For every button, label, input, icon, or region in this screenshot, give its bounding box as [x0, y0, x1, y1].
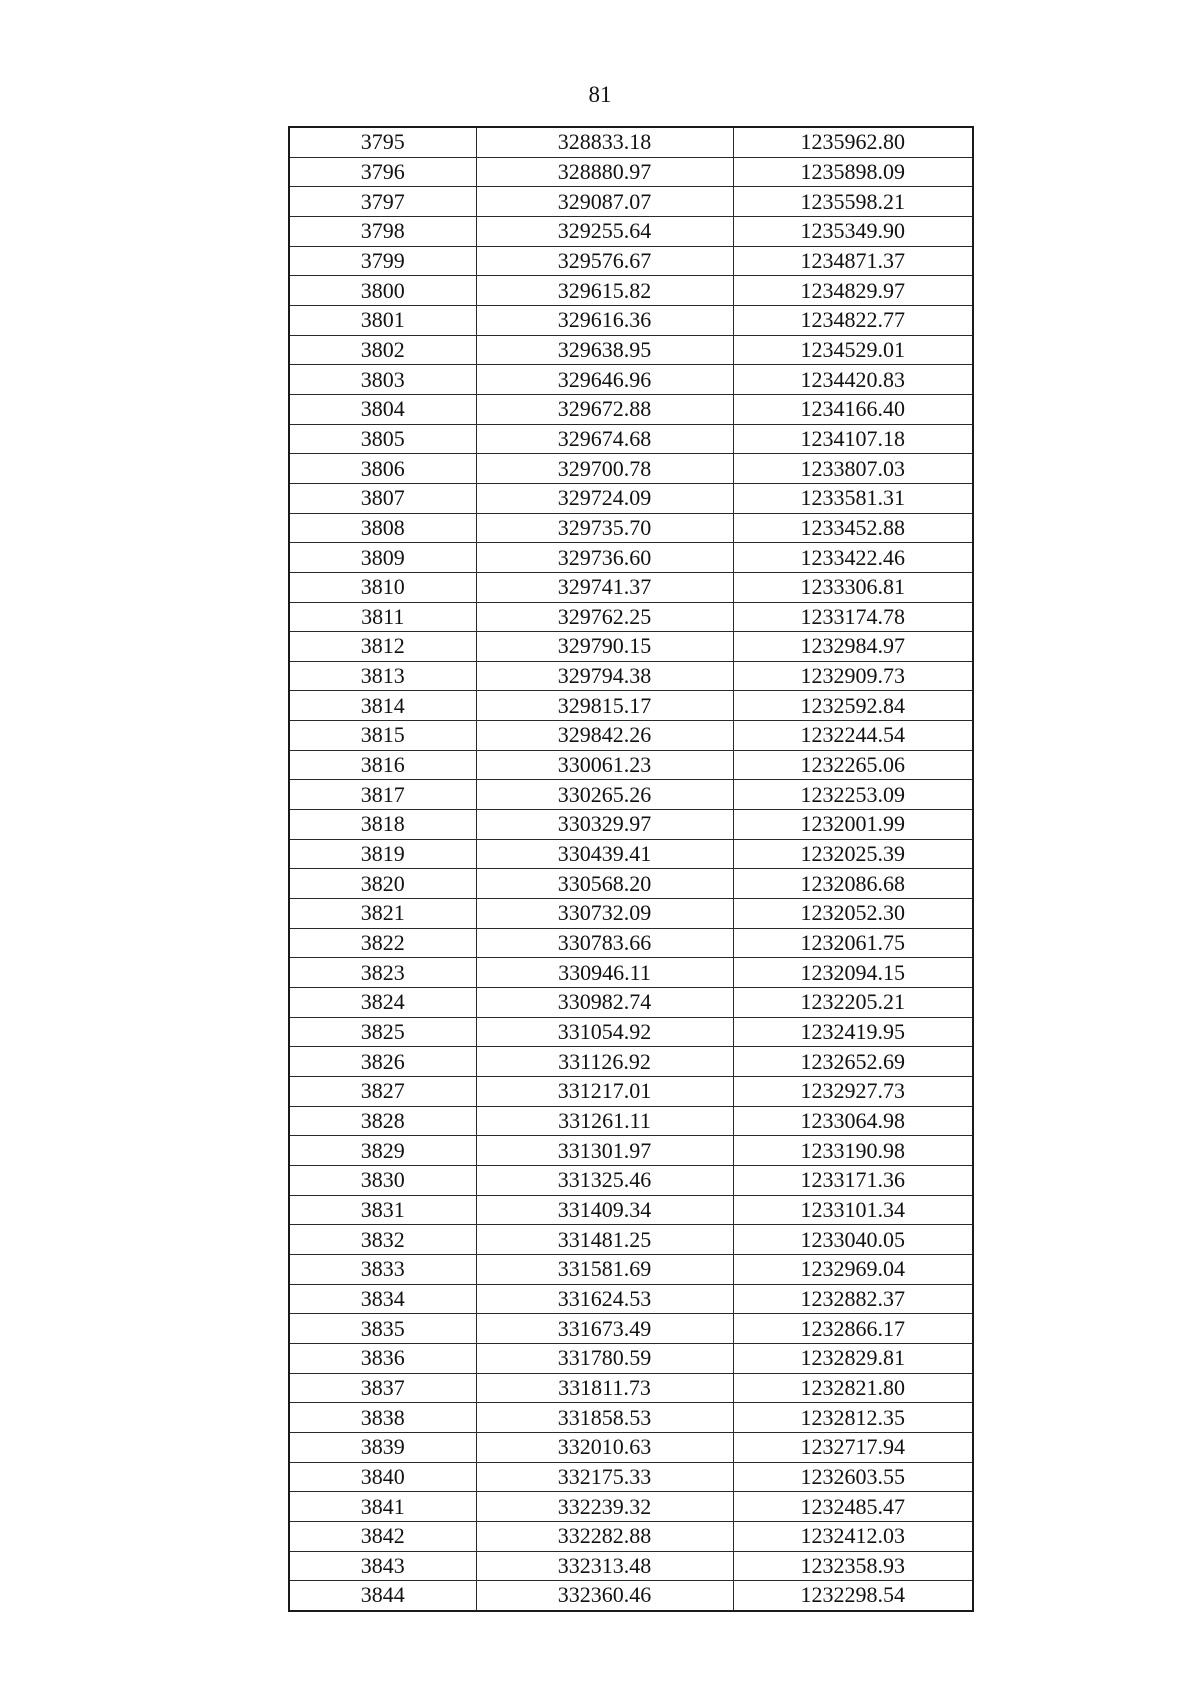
x-coordinate-cell: 331624.53: [476, 1284, 733, 1314]
y-coordinate-cell: 1232882.37: [733, 1284, 972, 1314]
y-coordinate-cell: 1232265.06: [733, 750, 972, 780]
point-number-cell: 3834: [290, 1284, 476, 1314]
y-coordinate-cell: 1234871.37: [733, 246, 972, 276]
table-row: [290, 899, 972, 929]
page-number: 81: [588, 82, 612, 107]
x-coordinate-cell: 329762.25: [476, 602, 733, 632]
point-number-cell: 3804: [290, 394, 476, 424]
y-coordinate-cell: 1235349.90: [733, 216, 972, 246]
point-number-cell: 3803: [290, 365, 476, 395]
x-coordinate-cell: 329815.17: [476, 691, 733, 721]
table-row: [290, 1492, 972, 1522]
y-coordinate-cell: 1233101.34: [733, 1195, 972, 1225]
x-coordinate-cell: 329576.67: [476, 246, 733, 276]
table-row: [290, 869, 972, 899]
point-number-cell: 3822: [290, 928, 476, 958]
point-number-cell: 3798: [290, 216, 476, 246]
x-coordinate-cell: 331409.34: [476, 1195, 733, 1225]
y-coordinate-cell: 1235898.09: [733, 157, 972, 187]
y-coordinate-cell: 1232298.54: [733, 1581, 972, 1610]
x-coordinate-cell: 329087.07: [476, 187, 733, 217]
y-coordinate-cell: 1232412.03: [733, 1521, 972, 1551]
table-row: [290, 988, 972, 1018]
table-row: [290, 424, 972, 454]
point-number-cell: 3830: [290, 1165, 476, 1195]
x-coordinate-cell: 331780.59: [476, 1343, 733, 1373]
point-number-cell: 3842: [290, 1521, 476, 1551]
point-number-cell: 3816: [290, 750, 476, 780]
x-coordinate-cell: 330329.97: [476, 810, 733, 840]
x-coordinate-cell: 332010.63: [476, 1432, 733, 1462]
point-number-cell: 3796: [290, 157, 476, 187]
point-number-cell: 3805: [290, 424, 476, 454]
point-number-cell: 3833: [290, 1254, 476, 1284]
table-row: [290, 513, 972, 543]
y-coordinate-cell: 1233174.78: [733, 602, 972, 632]
y-coordinate-cell: 1233581.31: [733, 483, 972, 513]
y-coordinate-cell: 1232969.04: [733, 1254, 972, 1284]
table-row: [290, 691, 972, 721]
x-coordinate-cell: 329616.36: [476, 305, 733, 335]
y-coordinate-cell: 1232086.68: [733, 869, 972, 899]
table-row: [290, 128, 972, 157]
y-coordinate-cell: 1233306.81: [733, 572, 972, 602]
point-number-cell: 3826: [290, 1047, 476, 1077]
table-row: [290, 602, 972, 632]
y-coordinate-cell: 1233171.36: [733, 1165, 972, 1195]
point-number-cell: 3821: [290, 899, 476, 929]
x-coordinate-cell: 329724.09: [476, 483, 733, 513]
point-number-cell: 3799: [290, 246, 476, 276]
table-row: [290, 572, 972, 602]
table-row: [290, 780, 972, 810]
table-row: [290, 1462, 972, 1492]
y-coordinate-cell: 1235598.21: [733, 187, 972, 217]
y-coordinate-cell: 1232094.15: [733, 958, 972, 988]
point-number-cell: 3818: [290, 810, 476, 840]
point-number-cell: 3797: [290, 187, 476, 217]
table-row: [290, 1343, 972, 1373]
table-row: [290, 365, 972, 395]
x-coordinate-cell: 330265.26: [476, 780, 733, 810]
x-coordinate-cell: 331673.49: [476, 1314, 733, 1344]
point-number-cell: 3832: [290, 1225, 476, 1255]
x-coordinate-cell: 332282.88: [476, 1521, 733, 1551]
point-number-cell: 3828: [290, 1106, 476, 1136]
y-coordinate-cell: 1234829.97: [733, 276, 972, 306]
x-coordinate-cell: 332360.46: [476, 1581, 733, 1610]
y-coordinate-cell: 1232253.09: [733, 780, 972, 810]
table-row: [290, 1254, 972, 1284]
coordinate-table-body: [290, 128, 972, 1610]
point-number-cell: 3795: [290, 128, 476, 157]
point-number-cell: 3814: [290, 691, 476, 721]
y-coordinate-cell: 1232061.75: [733, 928, 972, 958]
x-coordinate-cell: 331481.25: [476, 1225, 733, 1255]
table-row: [290, 543, 972, 573]
table-row: [290, 305, 972, 335]
point-number-cell: 3807: [290, 483, 476, 513]
point-number-cell: 3844: [290, 1581, 476, 1610]
table-row: [290, 1047, 972, 1077]
x-coordinate-cell: 329794.38: [476, 661, 733, 691]
y-coordinate-cell: 1234166.40: [733, 394, 972, 424]
point-number-cell: 3838: [290, 1403, 476, 1433]
y-coordinate-cell: 1232603.55: [733, 1462, 972, 1492]
y-coordinate-cell: 1232419.95: [733, 1017, 972, 1047]
point-number-cell: 3829: [290, 1136, 476, 1166]
point-number-cell: 3841: [290, 1492, 476, 1522]
table-row: [290, 394, 972, 424]
table-row: [290, 1551, 972, 1581]
y-coordinate-cell: 1234822.77: [733, 305, 972, 335]
y-coordinate-cell: 1232984.97: [733, 632, 972, 662]
point-number-cell: 3810: [290, 572, 476, 602]
point-number-cell: 3824: [290, 988, 476, 1018]
y-coordinate-cell: 1232052.30: [733, 899, 972, 929]
x-coordinate-cell: 330568.20: [476, 869, 733, 899]
point-number-cell: 3811: [290, 602, 476, 632]
point-number-cell: 3836: [290, 1343, 476, 1373]
x-coordinate-cell: 331325.46: [476, 1165, 733, 1195]
x-coordinate-cell: 330061.23: [476, 750, 733, 780]
y-coordinate-cell: 1232244.54: [733, 721, 972, 751]
point-number-cell: 3812: [290, 632, 476, 662]
y-coordinate-cell: 1232485.47: [733, 1492, 972, 1522]
table-row: [290, 454, 972, 484]
table-row: [290, 928, 972, 958]
table-row: [290, 750, 972, 780]
x-coordinate-cell: 328880.97: [476, 157, 733, 187]
x-coordinate-cell: 329674.68: [476, 424, 733, 454]
y-coordinate-cell: 1232812.35: [733, 1403, 972, 1433]
coordinate-table: [290, 128, 972, 1610]
y-coordinate-cell: 1232592.84: [733, 691, 972, 721]
x-coordinate-cell: 329735.70: [476, 513, 733, 543]
point-number-cell: 3800: [290, 276, 476, 306]
x-coordinate-cell: 331217.01: [476, 1077, 733, 1107]
x-coordinate-cell: 331581.69: [476, 1254, 733, 1284]
x-coordinate-cell: 332239.32: [476, 1492, 733, 1522]
table-row: [290, 1017, 972, 1047]
y-coordinate-cell: 1233422.46: [733, 543, 972, 573]
y-coordinate-cell: 1233190.98: [733, 1136, 972, 1166]
table-row: [290, 1521, 972, 1551]
table-row: [290, 1581, 972, 1610]
y-coordinate-cell: 1232358.93: [733, 1551, 972, 1581]
y-coordinate-cell: 1234529.01: [733, 335, 972, 365]
point-number-cell: 3815: [290, 721, 476, 751]
y-coordinate-cell: 1232652.69: [733, 1047, 972, 1077]
point-number-cell: 3819: [290, 839, 476, 869]
x-coordinate-cell: 328833.18: [476, 128, 733, 157]
y-coordinate-cell: 1232821.80: [733, 1373, 972, 1403]
point-number-cell: 3802: [290, 335, 476, 365]
x-coordinate-cell: 331858.53: [476, 1403, 733, 1433]
y-coordinate-cell: 1232025.39: [733, 839, 972, 869]
x-coordinate-cell: 329255.64: [476, 216, 733, 246]
x-coordinate-cell: 331811.73: [476, 1373, 733, 1403]
y-coordinate-cell: 1232717.94: [733, 1432, 972, 1462]
point-number-cell: 3823: [290, 958, 476, 988]
table-row: [290, 810, 972, 840]
y-coordinate-cell: 1235962.80: [733, 128, 972, 157]
table-row: [290, 335, 972, 365]
table-row: [290, 721, 972, 751]
x-coordinate-cell: 330783.66: [476, 928, 733, 958]
x-coordinate-cell: 330732.09: [476, 899, 733, 929]
point-number-cell: 3808: [290, 513, 476, 543]
table-row: [290, 1373, 972, 1403]
y-coordinate-cell: 1232927.73: [733, 1077, 972, 1107]
x-coordinate-cell: 332175.33: [476, 1462, 733, 1492]
x-coordinate-cell: 330946.11: [476, 958, 733, 988]
point-number-cell: 3840: [290, 1462, 476, 1492]
x-coordinate-cell: 329646.96: [476, 365, 733, 395]
point-number-cell: 3837: [290, 1373, 476, 1403]
table-row: [290, 661, 972, 691]
x-coordinate-cell: 331301.97: [476, 1136, 733, 1166]
x-coordinate-cell: 329741.37: [476, 572, 733, 602]
x-coordinate-cell: 332313.48: [476, 1551, 733, 1581]
y-coordinate-cell: 1233064.98: [733, 1106, 972, 1136]
table-row: [290, 276, 972, 306]
x-coordinate-cell: 331126.92: [476, 1047, 733, 1077]
table-row: [290, 1195, 972, 1225]
x-coordinate-cell: 329790.15: [476, 632, 733, 662]
table-row: [290, 1077, 972, 1107]
point-number-cell: 3809: [290, 543, 476, 573]
point-number-cell: 3817: [290, 780, 476, 810]
table-row: [290, 1136, 972, 1166]
y-coordinate-cell: 1232829.81: [733, 1343, 972, 1373]
y-coordinate-cell: 1232909.73: [733, 661, 972, 691]
table-row: [290, 187, 972, 217]
table-row: [290, 632, 972, 662]
table-row: [290, 1284, 972, 1314]
x-coordinate-cell: 329638.95: [476, 335, 733, 365]
y-coordinate-cell: 1232205.21: [733, 988, 972, 1018]
x-coordinate-cell: 329700.78: [476, 454, 733, 484]
x-coordinate-cell: 329736.60: [476, 543, 733, 573]
table-row: [290, 1225, 972, 1255]
point-number-cell: 3806: [290, 454, 476, 484]
point-number-cell: 3839: [290, 1432, 476, 1462]
point-number-cell: 3825: [290, 1017, 476, 1047]
x-coordinate-cell: 329672.88: [476, 394, 733, 424]
coordinate-table-frame: [288, 126, 974, 1612]
y-coordinate-cell: 1232866.17: [733, 1314, 972, 1344]
point-number-cell: 3843: [290, 1551, 476, 1581]
table-row: [290, 246, 972, 276]
point-number-cell: 3801: [290, 305, 476, 335]
y-coordinate-cell: 1233040.05: [733, 1225, 972, 1255]
y-coordinate-cell: 1234420.83: [733, 365, 972, 395]
table-row: [290, 1314, 972, 1344]
table-row: [290, 839, 972, 869]
x-coordinate-cell: 330439.41: [476, 839, 733, 869]
y-coordinate-cell: 1232001.99: [733, 810, 972, 840]
point-number-cell: 3813: [290, 661, 476, 691]
table-row: [290, 1432, 972, 1462]
point-number-cell: 3820: [290, 869, 476, 899]
point-number-cell: 3835: [290, 1314, 476, 1344]
table-row: [290, 1106, 972, 1136]
table-row: [290, 216, 972, 246]
x-coordinate-cell: 330982.74: [476, 988, 733, 1018]
table-row: [290, 483, 972, 513]
x-coordinate-cell: 329842.26: [476, 721, 733, 751]
point-number-cell: 3827: [290, 1077, 476, 1107]
point-number-cell: 3831: [290, 1195, 476, 1225]
table-row: [290, 157, 972, 187]
table-row: [290, 1165, 972, 1195]
table-row: [290, 1403, 972, 1433]
y-coordinate-cell: 1233807.03: [733, 454, 972, 484]
y-coordinate-cell: 1234107.18: [733, 424, 972, 454]
x-coordinate-cell: 331261.11: [476, 1106, 733, 1136]
table-row: [290, 958, 972, 988]
x-coordinate-cell: 329615.82: [476, 276, 733, 306]
y-coordinate-cell: 1233452.88: [733, 513, 972, 543]
x-coordinate-cell: 331054.92: [476, 1017, 733, 1047]
